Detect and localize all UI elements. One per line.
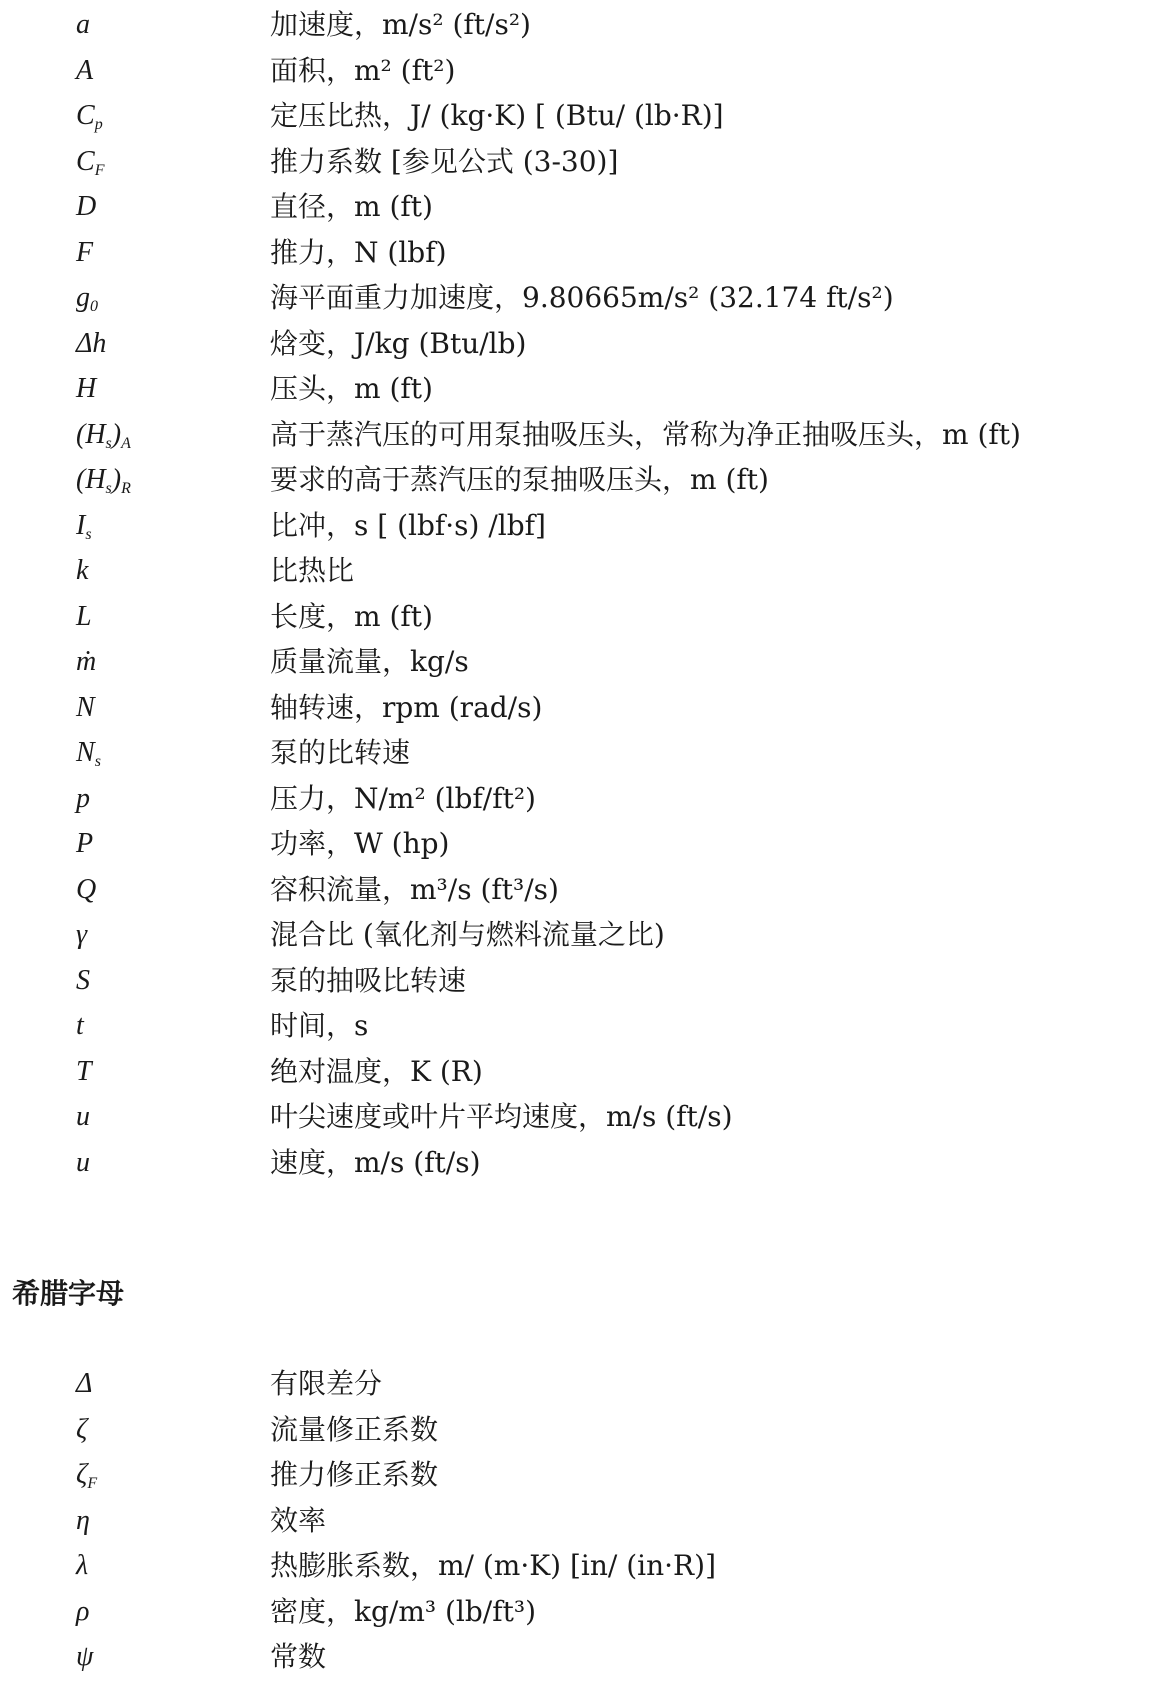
symbol: $C_p$ xyxy=(76,100,103,133)
latin-symbol-row xyxy=(0,546,1154,596)
symbol-description: 泵的抽吸比转速 xyxy=(270,963,467,997)
symbol: $N_s$ xyxy=(76,737,101,770)
symbol-description: 泵的比转速 xyxy=(270,736,411,769)
symbol: k xyxy=(76,555,89,586)
greek-symbol-row xyxy=(0,1632,1154,1682)
greek-symbol-row xyxy=(0,1496,1154,1546)
symbol-description: 高于蒸汽压的可用泵抽吸压头，常称为净正抽吸压头，m (ft) xyxy=(270,417,1021,451)
latin-symbol-row xyxy=(0,592,1154,642)
latin-symbol-row xyxy=(0,46,1154,96)
latin-symbol-row xyxy=(0,137,1154,187)
symbol-description: 时间，s xyxy=(270,1009,369,1042)
symbol-description: 密度，kg/m³ (lb/ft³) xyxy=(270,1594,537,1628)
greek-symbol-row xyxy=(0,1450,1154,1500)
latin-symbol-row xyxy=(0,865,1154,915)
symbol: $C_F$ xyxy=(76,145,105,179)
symbol-description: 定压比热，J/ (kg·K) [ (Btu/ (lb·R)] xyxy=(270,99,724,132)
symbol-description: 推力系数 [参见公式 (3-30)] xyxy=(270,144,619,178)
symbol: P xyxy=(76,828,94,859)
symbol: u xyxy=(76,1101,90,1132)
symbol-description: 推力修正系数 xyxy=(270,1458,439,1491)
latin-symbol-row xyxy=(0,683,1154,733)
symbol-description: 混合比 (氧化剂与燃料流量之比) xyxy=(270,918,665,951)
symbol-description: 容积流量，m³/s (ft³/s) xyxy=(270,872,559,906)
symbol: N xyxy=(76,691,95,723)
greek-symbol-row xyxy=(0,1587,1154,1637)
latin-symbol-row xyxy=(0,91,1154,141)
symbol-description: 有限差分 xyxy=(270,1367,383,1400)
latin-symbol-row xyxy=(0,410,1154,460)
symbol-description: 流量修正系数 xyxy=(270,1412,439,1446)
latin-symbol-row xyxy=(0,774,1154,824)
symbol-description: 海平面重力加速度，9.80665m/s² (32.174 ft/s²) xyxy=(270,281,894,314)
symbol: Δh xyxy=(76,327,107,359)
symbol-description: 长度，m (ft) xyxy=(270,599,433,633)
symbol-description: 直径，m (ft) xyxy=(270,190,433,223)
greek-symbol-row xyxy=(0,1359,1154,1409)
latin-symbol-row xyxy=(0,819,1154,869)
symbol: S xyxy=(76,964,90,996)
symbol-description: 叶尖速度或叶片平均速度，m/s (ft/s) xyxy=(270,1100,733,1133)
latin-symbol-row xyxy=(0,273,1154,323)
latin-symbol-row xyxy=(0,910,1154,960)
latin-symbol-row xyxy=(0,1047,1154,1097)
latin-symbol-row xyxy=(0,455,1154,505)
latin-symbol-row xyxy=(0,228,1154,278)
symbol: a xyxy=(76,9,90,40)
symbol: Q xyxy=(76,873,97,905)
symbol: H xyxy=(76,373,97,404)
greek-symbol-row xyxy=(0,1541,1154,1591)
symbol: $\zeta_F$ xyxy=(76,1459,98,1492)
symbol: D xyxy=(76,191,97,222)
symbol: p xyxy=(76,782,90,814)
latin-symbol-row xyxy=(0,1138,1154,1188)
symbol: t xyxy=(76,1010,84,1041)
latin-symbol-row xyxy=(0,1001,1154,1051)
symbol: λ xyxy=(76,1550,89,1581)
symbol: ψ xyxy=(76,1641,94,1672)
symbol: $(H_s)_R$ xyxy=(76,464,131,497)
symbol: η xyxy=(76,1504,90,1536)
latin-symbol-row xyxy=(0,182,1154,232)
symbol: $(H_s)_A$ xyxy=(76,418,131,452)
symbol-description: 加速度，m/s² (ft/s²) xyxy=(270,8,531,41)
symbol-description: 效率 xyxy=(270,1503,327,1537)
latin-symbol-row xyxy=(0,956,1154,1006)
symbol: $g_0$ xyxy=(76,282,98,315)
symbol: γ xyxy=(76,919,88,950)
symbol: $I_s$ xyxy=(76,509,92,543)
symbol-description: 功率，W (hp) xyxy=(270,827,450,860)
symbol-description: 绝对温度，K (R) xyxy=(270,1054,483,1088)
symbol-description: 比冲，s [ (lbf·s) /lbf] xyxy=(270,508,546,542)
symbol: L xyxy=(76,600,92,632)
symbol-description: 常数 xyxy=(270,1640,327,1673)
latin-symbol-row xyxy=(0,637,1154,687)
symbol: ṁ xyxy=(76,646,97,677)
symbol: ρ xyxy=(76,1595,90,1627)
latin-symbol-row xyxy=(0,728,1154,778)
symbol: ζ xyxy=(76,1413,88,1445)
latin-symbol-row xyxy=(0,319,1154,369)
symbol: Δ xyxy=(76,1368,93,1399)
symbol-description: 比热比 xyxy=(270,554,355,587)
symbol-description: 速度，m/s (ft/s) xyxy=(270,1145,481,1179)
symbol: T xyxy=(76,1055,92,1087)
symbol: A xyxy=(76,54,94,86)
symbol-description: 质量流量，kg/s xyxy=(270,645,469,678)
symbol-description: 焓变，J/kg (Btu/lb) xyxy=(270,326,527,360)
greek-letters-heading: 希腊字母 xyxy=(12,1277,125,1310)
symbol-description: 热膨胀系数，m/ (m·K) [in/ (in·R)] xyxy=(270,1549,716,1582)
symbol-description: 轴转速，rpm (rad/s) xyxy=(270,690,543,724)
symbol-description: 推力，N (lbf) xyxy=(270,235,447,269)
symbol-description: 面积，m² (ft²) xyxy=(270,53,456,87)
symbol-description: 压头，m (ft) xyxy=(270,372,433,405)
latin-symbol-row xyxy=(0,0,1154,50)
symbol-description: 压力，N/m² (lbf/ft²) xyxy=(270,781,536,815)
symbol-description: 要求的高于蒸汽压的泵抽吸压头，m (ft) xyxy=(270,463,769,496)
greek-symbol-row xyxy=(0,1405,1154,1455)
symbol: F xyxy=(76,236,94,268)
latin-symbol-row xyxy=(0,501,1154,551)
latin-symbol-row xyxy=(0,364,1154,414)
symbol: u xyxy=(76,1146,90,1178)
latin-symbol-row xyxy=(0,1092,1154,1142)
